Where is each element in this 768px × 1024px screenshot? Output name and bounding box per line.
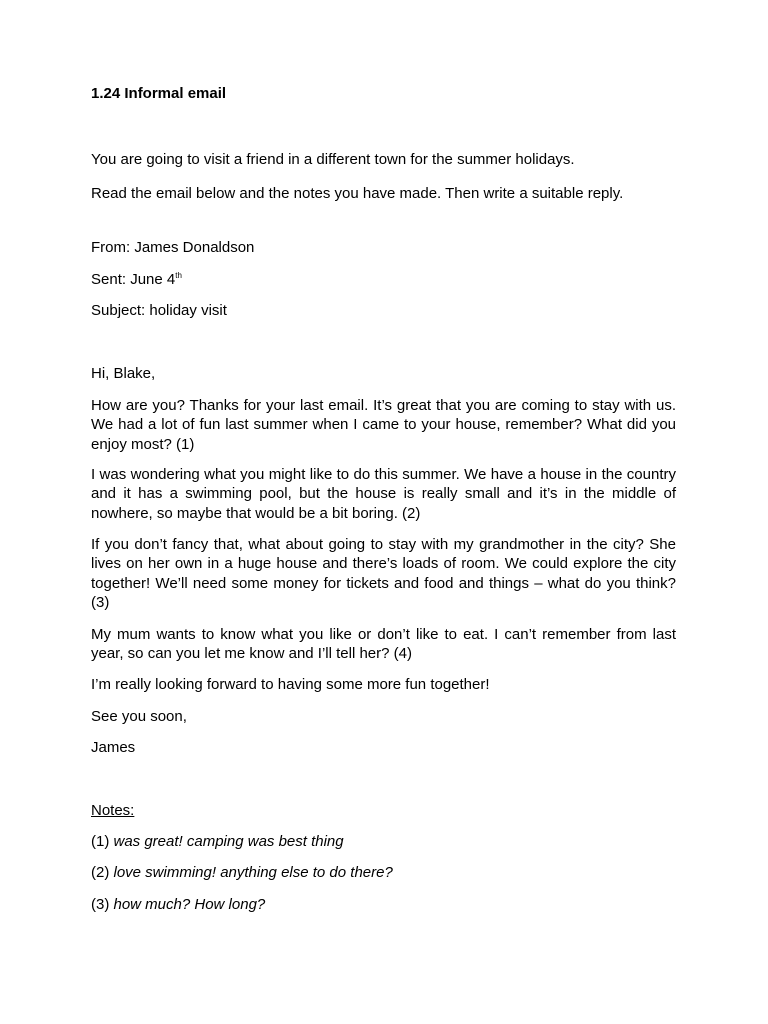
email-subject: Subject: holiday visit	[91, 302, 227, 319]
note-number: (3)	[91, 896, 114, 913]
email-paragraph-3: If you don’t fancy that, what about going to stay with my grandmother in the city? She lives on her own in a huge house and there’s loads of room. We could explore the city together! We’ll need some money for tickets and food and things – what do you think? (3)	[91, 536, 676, 611]
note-text: was great! camping was best thing	[113, 833, 344, 850]
email-from: From: James Donaldson	[91, 239, 255, 256]
email-closing: See you soon,	[91, 708, 187, 725]
email-sent	[91, 270, 182, 289]
note-number: (1)	[91, 833, 114, 850]
notes-title: Notes:	[91, 802, 135, 819]
instruction-1: You are going to visit a friend in a different town for the summer holidays.	[91, 151, 575, 168]
instruction-2: Read the email below and the notes you have made. Then write a suitable reply.	[91, 185, 624, 202]
note-item-2	[91, 863, 393, 882]
email-paragraph-5: I’m really looking forward to having some more fun together!	[91, 676, 490, 693]
email-greeting: Hi, Blake,	[91, 365, 156, 382]
email-paragraph-4: My mum wants to know what you like or don’t like to eat. I can’t remember from last year, so can you let me know and I’ll tell her? (4)	[91, 626, 676, 663]
note-number: (2)	[91, 864, 114, 881]
page-heading: 1.24 Informal email	[91, 85, 227, 102]
note-item-1	[91, 832, 344, 851]
email-signature: James	[91, 739, 136, 756]
email-sent-date: Sent: June 4	[91, 271, 176, 288]
note-text: love swimming! anything else to do there?	[113, 864, 393, 881]
email-paragraph-1: How are you? Thanks for your last email. It’s great that you are coming to stay with us. We had a lot of fun last summer when I came to your house, remember? What did you enjoy most? (1)	[91, 397, 676, 453]
note-item-3	[91, 895, 265, 914]
note-text: how much? How long?	[113, 896, 266, 913]
email-sent-ordinal: th	[175, 271, 182, 280]
email-paragraph-2: I was wondering what you might like to do this summer. We have a house in the country and it has a swimming pool, but the house is really small and it’s in the middle of nowhere, so maybe that would be a bit boring. (2)	[91, 466, 676, 522]
